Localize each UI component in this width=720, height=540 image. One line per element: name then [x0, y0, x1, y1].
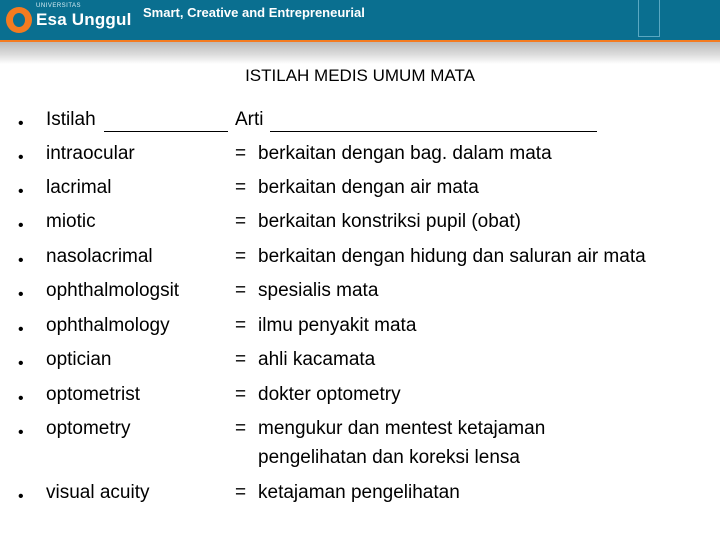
equals-sign: = — [235, 349, 247, 370]
bullet: • — [18, 424, 24, 441]
definition: berkaitan dengan hidung dan saluran air mata — [258, 246, 646, 267]
definition: berkaitan konstriksi pupil (obat) — [258, 211, 521, 232]
list-item — [0, 211, 720, 239]
list-item — [0, 349, 720, 377]
bullet: • — [18, 183, 24, 200]
definition: berkaitan dengan bag. dalam mata — [258, 143, 552, 164]
bullet: • — [18, 115, 24, 132]
list-item — [0, 246, 720, 274]
term: ophthalmology — [46, 315, 170, 336]
equals-sign: = — [235, 384, 247, 405]
term: visual acuity — [46, 482, 150, 503]
term: optometry — [46, 418, 131, 439]
equals-sign: = — [235, 177, 247, 198]
list-item — [0, 177, 720, 205]
definition: mengukur dan mentest ketajaman — [258, 418, 546, 439]
equals-sign: = — [235, 211, 247, 232]
equals-sign: = — [235, 315, 247, 336]
definition: dokter optometry — [258, 384, 401, 405]
slide-title-text: ISTILAH MEDIS UMUM MATA — [245, 66, 475, 85]
equals-sign: = — [235, 280, 247, 301]
tagline: Smart, Creative and Entrepreneurial — [143, 5, 365, 20]
definition: ketajaman pengelihatan — [258, 482, 460, 503]
bullet: • — [18, 252, 24, 269]
term-header-underline — [104, 131, 228, 132]
term: intraocular — [46, 143, 135, 164]
equals-sign: = — [235, 482, 247, 503]
list-item — [0, 143, 720, 171]
list-item — [0, 384, 720, 412]
list-item — [0, 418, 720, 476]
equals-sign: = — [235, 418, 247, 439]
term: lacrimal — [46, 177, 112, 198]
term: nasolacrimal — [46, 246, 153, 267]
bullet: • — [18, 286, 24, 303]
definition: spesialis mata — [258, 280, 379, 301]
bullet: • — [18, 355, 24, 372]
column-header-meaning: Arti — [235, 109, 264, 130]
bullet: • — [18, 321, 24, 338]
term: optician — [46, 349, 112, 370]
meaning-header-underline — [270, 131, 597, 132]
term: ophthalmologsit — [46, 280, 180, 301]
column-header-term: Istilah — [46, 109, 96, 130]
logo-name: Esa Unggul — [36, 10, 132, 29]
bullet: • — [18, 488, 24, 505]
term: optometrist — [46, 384, 140, 405]
list-item — [0, 482, 720, 510]
definition-continued: pengelihatan dan koreksi lensa — [258, 447, 520, 468]
equals-sign: = — [235, 143, 247, 164]
list-item — [0, 315, 720, 343]
list-header-row — [0, 109, 720, 137]
logo-subtext: UNIVERSITAS — [36, 3, 82, 9]
term: miotic — [46, 211, 96, 232]
bullet: • — [18, 217, 24, 234]
list-item — [0, 280, 720, 308]
bullet: • — [18, 390, 24, 407]
definition: ahli kacamata — [258, 349, 376, 370]
bullet: • — [18, 149, 24, 166]
definition: berkaitan dengan air mata — [258, 177, 479, 198]
equals-sign: = — [235, 246, 247, 267]
definition: ilmu penyakit mata — [258, 315, 417, 336]
